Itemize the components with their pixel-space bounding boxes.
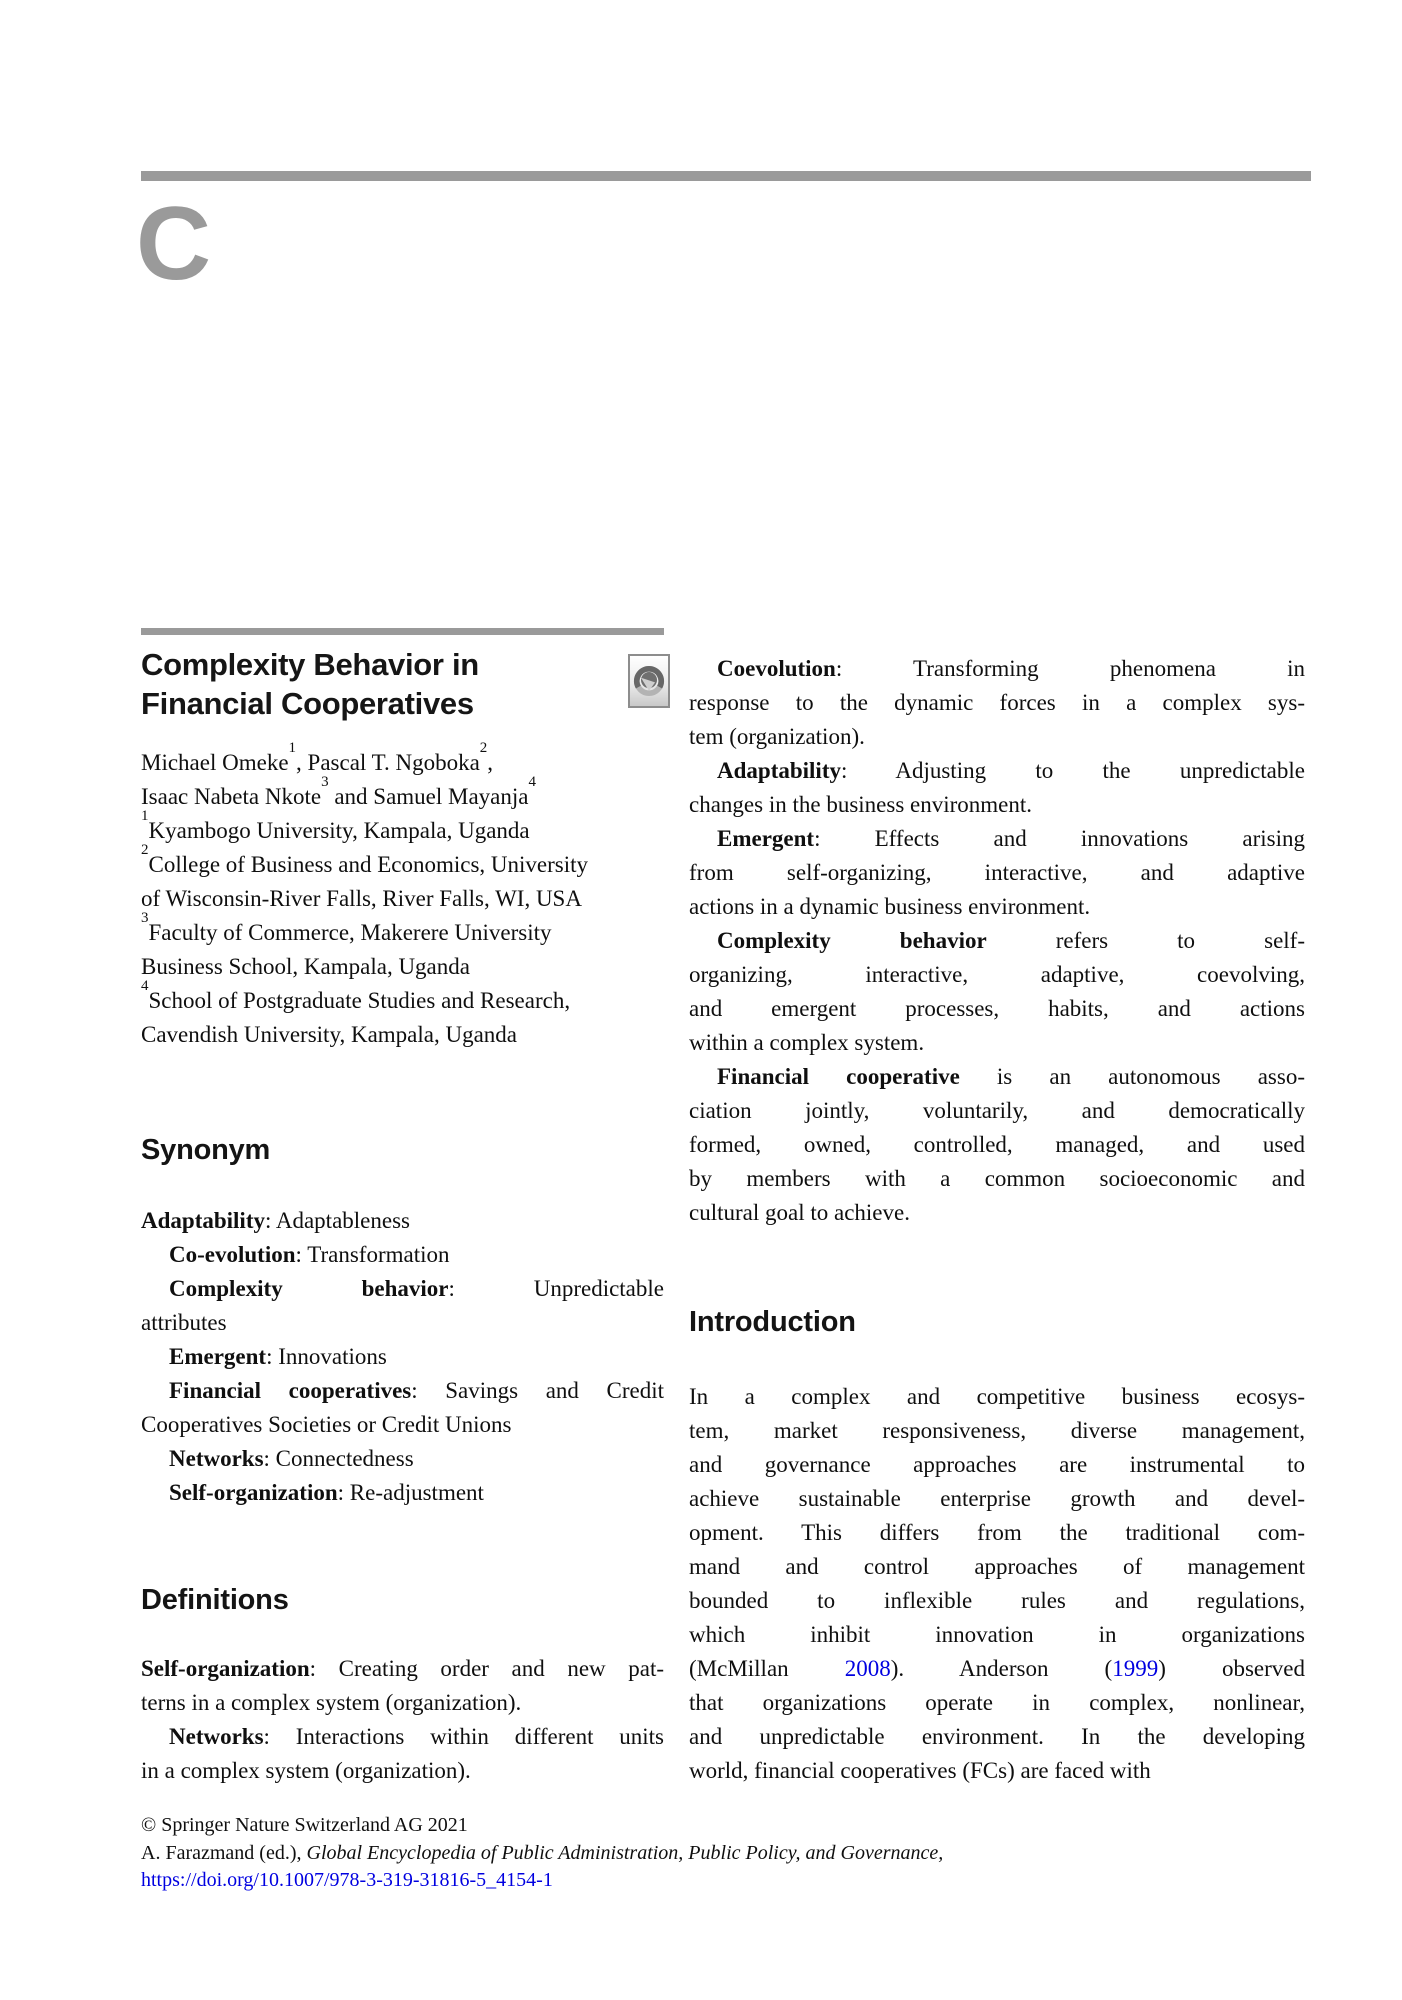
text-span: of Wisconsin-River Falls, River Falls, WI, USA xyxy=(141,886,582,911)
paragraph xyxy=(141,1374,664,1442)
text-span: Complexity Behavior in xyxy=(141,647,479,682)
text-span: terns in a complex system (organization). xyxy=(141,1690,522,1715)
text-span: Co-evolution xyxy=(169,1242,296,1267)
crossmark-logo-icon xyxy=(633,665,665,697)
definitions-left-column xyxy=(141,1652,664,1788)
text-span: , Pascal T. Ngoboka xyxy=(296,750,480,775)
text-line xyxy=(689,1026,1305,1060)
text-span: Complexity behavior xyxy=(169,1276,449,1301)
superscript-number: 3 xyxy=(141,910,149,927)
text-span: , xyxy=(487,750,494,775)
text-line xyxy=(141,774,664,814)
text-span: refers to self- xyxy=(986,928,1305,953)
superscript-number: 1 xyxy=(141,808,149,825)
copyright-footer xyxy=(141,1812,1311,1895)
text-span: and governance approaches are instrumental to xyxy=(689,1452,1305,1477)
text-line xyxy=(689,1618,1305,1652)
text-span: in a complex system (organization). xyxy=(141,1758,471,1783)
text-span: : Innovations xyxy=(266,1344,387,1369)
text-line xyxy=(141,645,611,684)
text-line xyxy=(141,1867,1311,1895)
text-span: : Savings and Credit xyxy=(411,1378,664,1403)
text-span: by members with a common socioeconomic and xyxy=(689,1166,1305,1191)
text-span: Adaptability xyxy=(717,758,841,783)
text-line xyxy=(141,1340,664,1374)
paragraph xyxy=(689,822,1305,924)
text-span: : Transformation xyxy=(295,1242,450,1267)
text-line xyxy=(689,1414,1305,1448)
text-line xyxy=(141,882,664,916)
paragraph xyxy=(689,652,1305,754)
text-line xyxy=(141,1374,664,1408)
text-line xyxy=(689,1482,1305,1516)
text-line xyxy=(689,1196,1305,1230)
text-line xyxy=(141,1686,664,1720)
text-line xyxy=(141,1018,664,1052)
text-span: © Springer Nature Switzerland AG 2021 xyxy=(141,1814,468,1836)
text-line xyxy=(141,1238,664,1272)
superscript-number: 1 xyxy=(288,740,297,757)
text-line xyxy=(689,958,1305,992)
text-span: opment. This differs from the traditional com- xyxy=(689,1520,1305,1545)
text-span: tem (organization). xyxy=(689,724,865,749)
text-span: bounded to inflexible rules and regulations, xyxy=(689,1588,1305,1613)
text-line xyxy=(141,1204,664,1238)
synonym-list xyxy=(141,1204,664,1510)
paragraph xyxy=(141,1442,664,1476)
text-line xyxy=(141,1272,664,1306)
definitions-right-column xyxy=(689,652,1305,1230)
text-span: : Creating order and new pat- xyxy=(309,1656,664,1681)
text-line xyxy=(141,1720,664,1754)
text-span: within a complex system. xyxy=(689,1030,925,1055)
text-line xyxy=(141,910,664,950)
text-span: changes in the business environment. xyxy=(689,792,1033,817)
text-span: organizing, interactive, adaptive, coevolving, xyxy=(689,962,1305,987)
paragraph xyxy=(141,1476,664,1510)
text-span: mand and control approaches of management xyxy=(689,1554,1305,1579)
introduction-paragraph xyxy=(689,1380,1305,1788)
text-line xyxy=(141,1840,1311,1868)
text-span: In a complex and competitive business ecosys- xyxy=(689,1384,1305,1409)
text-span: Coevolution xyxy=(717,656,836,681)
paragraph xyxy=(141,1340,664,1374)
text-line xyxy=(141,740,664,780)
definitions-heading: Definitions xyxy=(141,1584,289,1616)
text-span: and emergent processes, habits, and actions xyxy=(689,996,1305,1021)
text-line xyxy=(141,1652,664,1686)
text-span: Michael Omeke xyxy=(141,750,289,775)
text-span: : Connectedness xyxy=(263,1446,414,1471)
text-line xyxy=(141,1306,664,1340)
text-span: Networks xyxy=(169,1724,264,1749)
superscript-number: 4 xyxy=(141,978,149,995)
text-span: actions in a dynamic business environment. xyxy=(689,894,1091,919)
paragraph xyxy=(141,1720,664,1788)
text-line xyxy=(689,890,1305,924)
text-line xyxy=(141,950,664,984)
paragraph xyxy=(141,1204,664,1238)
paragraph xyxy=(689,754,1305,822)
text-line xyxy=(689,1162,1305,1196)
text-line xyxy=(689,686,1305,720)
superscript-number: 3 xyxy=(321,774,329,791)
paragraph xyxy=(141,1272,664,1340)
text-line xyxy=(689,856,1305,890)
text-span: Kyambogo University, Kampala, Uganda xyxy=(148,818,530,843)
text-span: Complexity behavior xyxy=(717,928,987,953)
text-span: : Effects and innovations arising xyxy=(814,826,1305,851)
text-span: Financial cooperative xyxy=(717,1064,960,1089)
text-line xyxy=(141,978,664,1018)
text-span: cultural goal to achieve. xyxy=(689,1200,910,1225)
superscript-number: 2 xyxy=(141,842,149,859)
superscript-number: 2 xyxy=(479,740,488,757)
text-span: ciation jointly, voluntarily, and democratically xyxy=(689,1098,1305,1123)
text-line xyxy=(141,1408,664,1442)
text-line xyxy=(141,842,664,882)
text-span: formed, owned, controlled, managed, and used xyxy=(689,1132,1305,1157)
text-line xyxy=(689,924,1305,958)
text-span: response to the dynamic forces in a complex sys- xyxy=(689,690,1305,715)
text-line xyxy=(689,754,1305,788)
entry-title-rule xyxy=(141,628,664,635)
text-line xyxy=(141,1754,664,1788)
text-span: Emergent xyxy=(169,1344,267,1369)
text-line xyxy=(689,822,1305,856)
text-line xyxy=(689,1686,1305,1720)
paragraph xyxy=(141,1238,664,1272)
text-span: Cavendish University, Kampala, Uganda xyxy=(141,1022,517,1047)
text-line xyxy=(141,808,664,848)
text-span: : Adaptableness xyxy=(264,1208,410,1233)
text-line xyxy=(689,1128,1305,1162)
citation-link[interactable]: 2008 xyxy=(844,1656,891,1681)
paragraph xyxy=(689,924,1305,1060)
text-span: is an autonomous asso- xyxy=(959,1064,1305,1089)
text-span: : Transforming phenomena in xyxy=(835,656,1305,681)
paragraph xyxy=(689,1380,1305,1788)
text-span: tem, market responsiveness, diverse management, xyxy=(689,1418,1305,1443)
text-span: Faculty of Commerce, Makerere University xyxy=(148,920,552,945)
text-line xyxy=(689,1060,1305,1094)
superscript-number: 4 xyxy=(528,774,536,791)
text-span: and unpredictable environment. In the developing xyxy=(689,1724,1305,1749)
text-span: attributes xyxy=(141,1310,227,1335)
text-span: Cooperatives Societies or Credit Unions xyxy=(141,1412,512,1437)
text-span: world, financial cooperatives (FCs) are faced with xyxy=(689,1758,1151,1783)
text-span: and Samuel Mayanja xyxy=(328,784,529,809)
text-line xyxy=(689,1380,1305,1414)
introduction-heading: Introduction xyxy=(689,1306,856,1338)
text-span: Global Encyclopedia of Public Administration, Public Policy, and Governance, xyxy=(306,1841,944,1864)
text-span: A. Farazmand (ed.), xyxy=(141,1841,307,1864)
text-span: : Adjusting to the unpredictable xyxy=(840,758,1305,783)
text-span: Networks xyxy=(169,1446,264,1471)
entry-title xyxy=(141,645,611,723)
text-line xyxy=(689,720,1305,754)
synonym-heading: Synonym xyxy=(141,1134,271,1166)
citation-link[interactable]: 1999 xyxy=(1112,1656,1159,1681)
page-top-rule xyxy=(141,171,1311,181)
text-span: Financial cooperatives xyxy=(169,1378,412,1403)
text-line xyxy=(689,1754,1305,1788)
text-span: from self-organizing, interactive, and adaptive xyxy=(689,860,1305,885)
crossmark-update-button[interactable] xyxy=(628,654,670,708)
paragraph xyxy=(141,1652,664,1720)
text-line xyxy=(689,992,1305,1026)
text-span: Financial Cooperatives xyxy=(141,686,474,721)
text-line xyxy=(689,1652,1305,1686)
text-span: Isaac Nabeta Nkote xyxy=(141,784,322,809)
section-letter: C xyxy=(136,186,212,302)
text-span: Business School, Kampala, Uganda xyxy=(141,954,470,979)
text-line xyxy=(689,1720,1305,1754)
text-line xyxy=(689,1584,1305,1618)
text-span: (McMillan xyxy=(689,1656,845,1681)
text-span: Emergent xyxy=(717,826,815,851)
text-span: Adaptability xyxy=(141,1208,265,1233)
text-line xyxy=(689,1448,1305,1482)
paragraph xyxy=(689,1060,1305,1230)
text-span: College of Business and Economics, University xyxy=(148,852,588,877)
text-span: ). Anderson ( xyxy=(890,1656,1113,1681)
text-span: achieve sustainable enterprise growth and devel- xyxy=(689,1486,1305,1511)
text-line xyxy=(689,1094,1305,1128)
text-line xyxy=(141,684,611,723)
text-line xyxy=(689,1516,1305,1550)
text-span: ) observed xyxy=(1158,1656,1306,1681)
text-span: : Unpredictable xyxy=(448,1276,664,1301)
text-line xyxy=(141,1442,664,1476)
text-span: that organizations operate in complex, nonlinear, xyxy=(689,1690,1305,1715)
citation-link[interactable]: https://doi.org/10.1007/978-3-319-31816-5_4154-1 xyxy=(141,1869,553,1891)
text-span: : Re-adjustment xyxy=(337,1480,484,1505)
text-span: which inhibit innovation in organizations xyxy=(689,1622,1305,1647)
text-span: Self-organization xyxy=(141,1656,310,1681)
author-affiliation-block xyxy=(141,740,664,1052)
text-line xyxy=(141,1812,1311,1840)
text-span: School of Postgraduate Studies and Research, xyxy=(148,988,571,1013)
text-span: Self-organization xyxy=(169,1480,338,1505)
text-line xyxy=(689,788,1305,822)
text-line xyxy=(689,652,1305,686)
text-line xyxy=(141,1476,664,1510)
text-span: : Interactions within different units xyxy=(263,1724,664,1749)
text-line xyxy=(689,1550,1305,1584)
